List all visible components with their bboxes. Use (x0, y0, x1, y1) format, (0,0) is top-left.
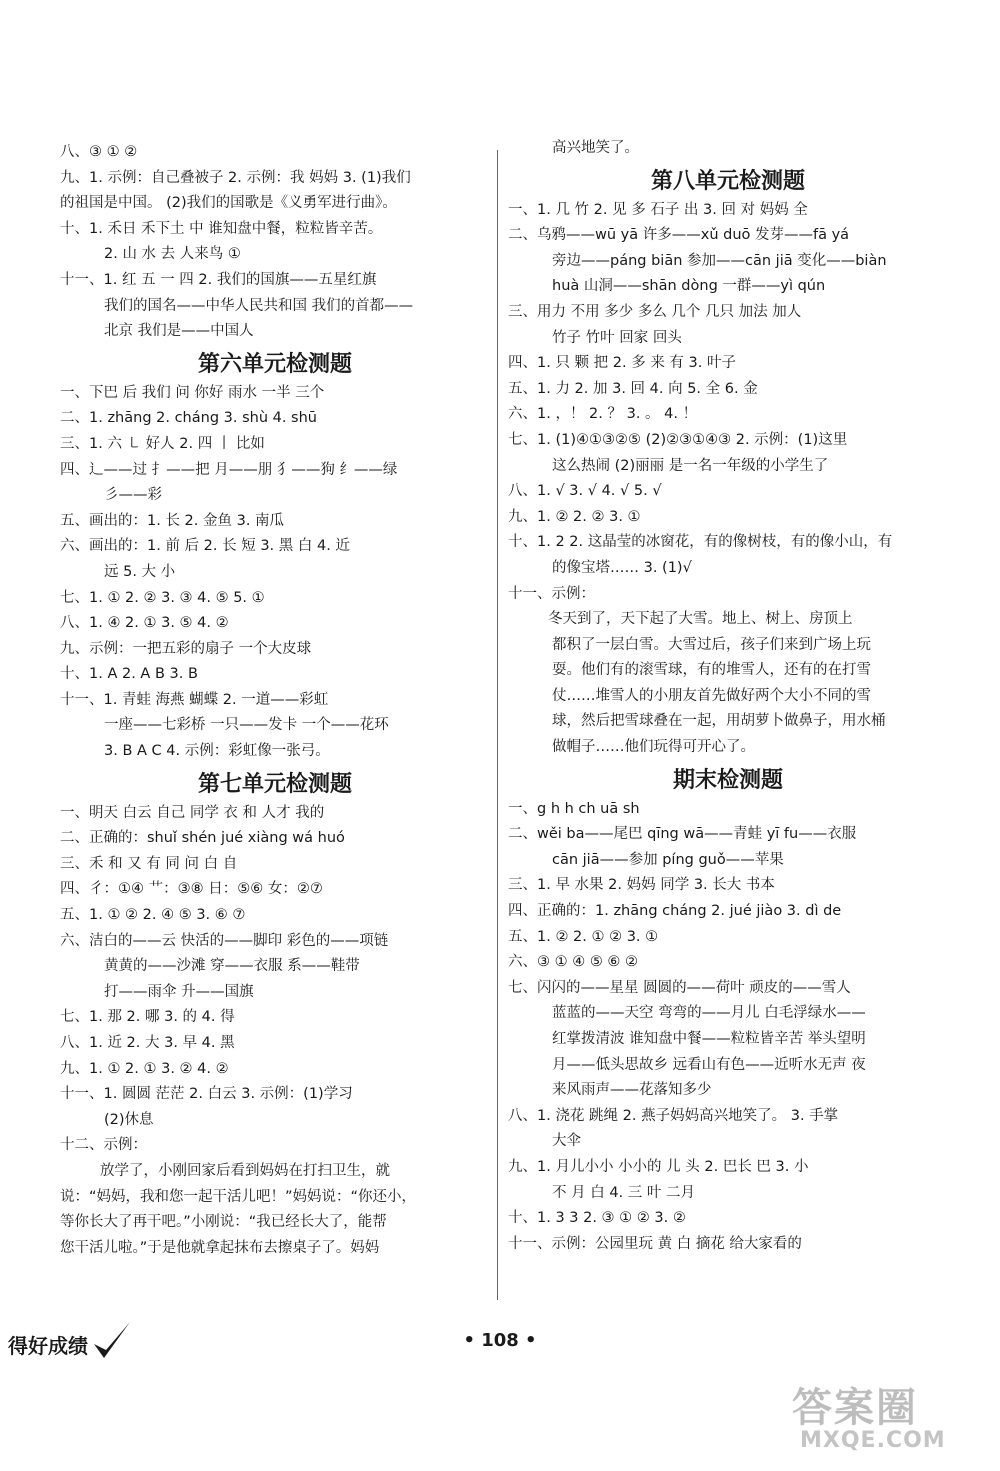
answer-line: 三、用力 不用 多少 多么 几个 几只 加法 加人 (508, 303, 802, 320)
essay-line: 都积了一层白雪。大雪过后，孩子们来到广场上玩 (552, 636, 871, 653)
answer-line: 二、正确的：shuǐ shén jué xiàng wá huó (60, 830, 345, 847)
answer-line: 四、辶——过 扌——把 月——朋 犭——狗 纟——绿 (60, 461, 398, 478)
answer-line: 六、画出的：1. 前 后 2. 长 短 3. 黑 白 4. 近 (60, 538, 350, 555)
answer-line: 红掌拨清波 谁知盘中餐——粒粒皆辛苦 举头望明 (552, 1031, 866, 1047)
answer-line: 十二、示例： (60, 1137, 147, 1154)
answer-line: 黄黄的——沙滩 穿——衣服 系——鞋带 (104, 958, 360, 975)
answer-line: 我们的国名——中华人民共和国 我们的首都—— (104, 297, 414, 314)
answer-line: 一、明天 白云 自己 同学 衣 和 人才 我的 (60, 804, 325, 821)
answer-line: 十、1. 3 3 2. ③ ① ② 3. ② (508, 1210, 686, 1227)
column-divider (497, 150, 498, 1300)
logo-text: 得好成绩 (8, 1334, 88, 1358)
answer-line: 北京 我们是——中国人 (104, 323, 254, 340)
answer-line: 的像宝塔…… 3. (1)√ (552, 559, 692, 576)
answer-line: 月——低头思故乡 远看山有色——近听水无声 夜 (552, 1056, 866, 1073)
answer-line: 十一、1. 圆圆 茫茫 2. 白云 3. 示例：(1)学习 (60, 1086, 353, 1103)
answer-line: 六、洁白的——云 快活的——脚印 彩色的——项链 (60, 932, 389, 949)
answer-line: 竹子 竹叶 回家 回头 (552, 329, 682, 346)
answer-line: 打——雨伞 升——国旗 (104, 983, 254, 1000)
essay-line: 冬天到了，天下起了大雪。地上、树上、房顶上 (548, 611, 853, 628)
answer-line: 十一、示例： (508, 585, 595, 602)
answer-line: 九、示例：一把五彩的扇子 一个大皮球 (60, 640, 312, 657)
section-heading: 期末检测题 (672, 766, 783, 793)
essay-line: 球，然后把雪球叠在一起，用胡萝卜做鼻子，用水桶 (552, 713, 886, 730)
essay-line: 说：“妈妈，我和您一起干活儿吧！”妈妈说：“你还小， (60, 1188, 417, 1205)
answer-line: 八、1. 浇花 跳绳 2. 燕子妈妈高兴地笑了。 3. 手掌 (508, 1107, 839, 1124)
answer-line: 一、下巴 后 我们 问 你好 雨水 一半 三个 (60, 384, 325, 401)
answer-line: 远 5. 大 小 (104, 563, 176, 580)
answer-line: 五、1. ① ② 2. ④ ⑤ 3. ⑥ ⑦ (60, 907, 246, 924)
answer-line: 八、1. ④ 2. ① 3. ⑤ 4. ② (60, 615, 229, 632)
answer-line: 十一、1. 青蛙 海燕 蝴蝶 2. 一道——彩虹 (60, 691, 329, 708)
answer-line: 八、1. 近 2. 大 3. 早 4. 黑 (60, 1035, 235, 1051)
answer-line: 高兴地笑了。 (552, 140, 639, 156)
answer-line: 九、1. 月儿小小 小小的 儿 头 2. 巴长 巴 3. 小 (508, 1158, 809, 1175)
section-heading: 第六单元检测题 (197, 350, 352, 377)
answer-line: 一、g h h ch uā sh (508, 800, 640, 817)
essay-line: 仗……堆雪人的小朋友首先做好两个大小不同的雪 (552, 687, 871, 704)
answer-line: 十、1. A 2. A B 3. B (60, 666, 198, 683)
essay-line: 放学了，小刚回家后看到妈妈在打扫卫生，就 (100, 1162, 390, 1179)
answer-line: 五、画出的：1. 长 2. 金鱼 3. 南瓜 (60, 512, 285, 529)
answer-line: 五、1. 力 2. 加 3. 回 4. 向 5. 全 6. 金 (508, 380, 758, 397)
watermark (786, 1376, 986, 1460)
answer-line: 四、正确的：1. zhāng cháng 2. jué jiào 3. dì de (508, 903, 842, 920)
answer-line: 十、1. 禾日 禾下土 中 谁知盘中餐，粒粒皆辛苦。 (60, 220, 383, 237)
answer-line: 六、1. ，！ 2. ？ 3. 。 4. ！ (508, 406, 698, 423)
section-heading: 第八单元检测题 (650, 167, 805, 194)
answer-line: 二、1. zhāng 2. cháng 3. shù 4. shū (60, 410, 317, 427)
right-column (508, 136, 948, 1257)
answer-line: 八、1. √ 3. √ 4. √ 5. √ (508, 483, 662, 500)
answer-line: 一、1. 几 竹 2. 见 多 石子 出 3. 回 对 妈妈 全 (508, 201, 808, 218)
answer-line: 五、1. ② 2. ① ② 3. ① (508, 928, 659, 945)
answer-line: 七、闪闪的——星星 圆圆的——荷叶 顽皮的——雪人 (508, 979, 851, 996)
left-column (60, 140, 490, 1261)
answer-line: 不 月 白 4. 三 叶 二月 (552, 1184, 695, 1201)
answer-line: 3. B A C 4. 示例：彩虹像一张弓。 (104, 743, 330, 760)
section-heading: 第七单元检测题 (197, 770, 352, 797)
answer-line: 来风雨声——花落知多少 (552, 1082, 712, 1099)
answer-line: 四、彳：①④ 艹：③⑧ 日：⑤⑥ 女：②⑦ (60, 881, 323, 898)
answer-line: 二、乌鸦——wū yā 许多——xǔ duō 发芽——fā yá (508, 227, 850, 244)
answer-line: 2. 山 水 去 人来鸟 ① (104, 246, 241, 263)
watermark-url: MXQE.COM (800, 1428, 946, 1453)
page-number: • 108 • (463, 1330, 537, 1351)
answer-line: 二、wěi ba——尾巴 qīng wā——青蛙 yī fu——衣服 (508, 826, 857, 843)
answer-line: 六、③ ① ④ ⑤ ⑥ ② (508, 954, 639, 971)
answer-line: 的祖国是中国。 (2)我们的国歌是《义勇军进行曲》。 (60, 195, 397, 212)
answer-line: 九、1. ① 2. ① 3. ② 4. ② (60, 1060, 229, 1077)
essay-line: 您干活儿啦。”于是他就拿起抹布去擦桌子了。妈妈 (60, 1239, 380, 1256)
answer-line: 三、1. 六 ㇄ 好人 2. 四 丨 比如 (60, 435, 265, 452)
answer-line: 这么热闹 (2)丽丽 是一名一年级的小学生了 (552, 457, 829, 474)
answer-line: 彡——彩 (104, 487, 162, 504)
answer-line: 十、1. 2 2. 这晶莹的冰窗花，有的像树枝，有的像小山，有 (508, 534, 893, 551)
watermark-text: 答案圈 (792, 1384, 918, 1431)
essay-line: 耍。他们有的滚雪球，有的堆雪人，还有的在打雪 (552, 662, 871, 679)
answer-line: huà 山洞——shān dòng 一群——yì qún (552, 278, 826, 295)
answer-line: cān jiā——参加 píng guǒ——苹果 (552, 851, 784, 868)
essay-line: 做帽子……他们玩得可开心了。 (552, 739, 755, 756)
answer-line: 旁边——páng biān 参加——cān jiā 变化——biàn (552, 252, 887, 269)
answer-line: 九、1. ② 2. ② 3. ① (508, 508, 641, 525)
answer-line: 九、1. 示例：自己叠被子 2. 示例：我 妈妈 3. (1)我们 (60, 169, 411, 186)
answer-line: 七、1. (1)④①③②⑤ (2)②③①④③ 2. 示例：(1)这里 (508, 431, 848, 448)
essay-line: 等你长大了再干吧。”小刚说：“我已经长大了，能帮 (60, 1214, 387, 1231)
answer-line: 八、③ ① ② (60, 144, 138, 160)
answer-line: 蓝蓝的——天空 弯弯的——月儿 白毛浮绿水—— (552, 1005, 866, 1022)
answer-line: 大伞 (552, 1133, 581, 1150)
answer-line: 三、禾 和 又 有 同 问 白 自 (60, 855, 238, 872)
answer-line: 四、1. 只 颗 把 2. 多 来 有 3. 叶子 (508, 355, 736, 372)
answer-line: (2)休息 (104, 1111, 154, 1128)
answer-line: 一座——七彩桥 一只——发卡 一个——花环 (104, 717, 389, 734)
answer-line: 七、1. 那 2. 哪 3. 的 4. 得 (60, 1009, 235, 1026)
answer-line: 七、1. ① 2. ② 3. ③ 4. ⑤ 5. ① (60, 589, 265, 606)
answer-line: 十一、1. 红 五 一 四 2. 我们的国旗——五星红旗 (60, 271, 377, 288)
answer-line: 十一、示例：公园里玩 黄 白 摘花 给大家看的 (508, 1235, 802, 1252)
answer-line: 三、1. 早 水果 2. 妈妈 同学 3. 长大 书本 (508, 877, 775, 894)
